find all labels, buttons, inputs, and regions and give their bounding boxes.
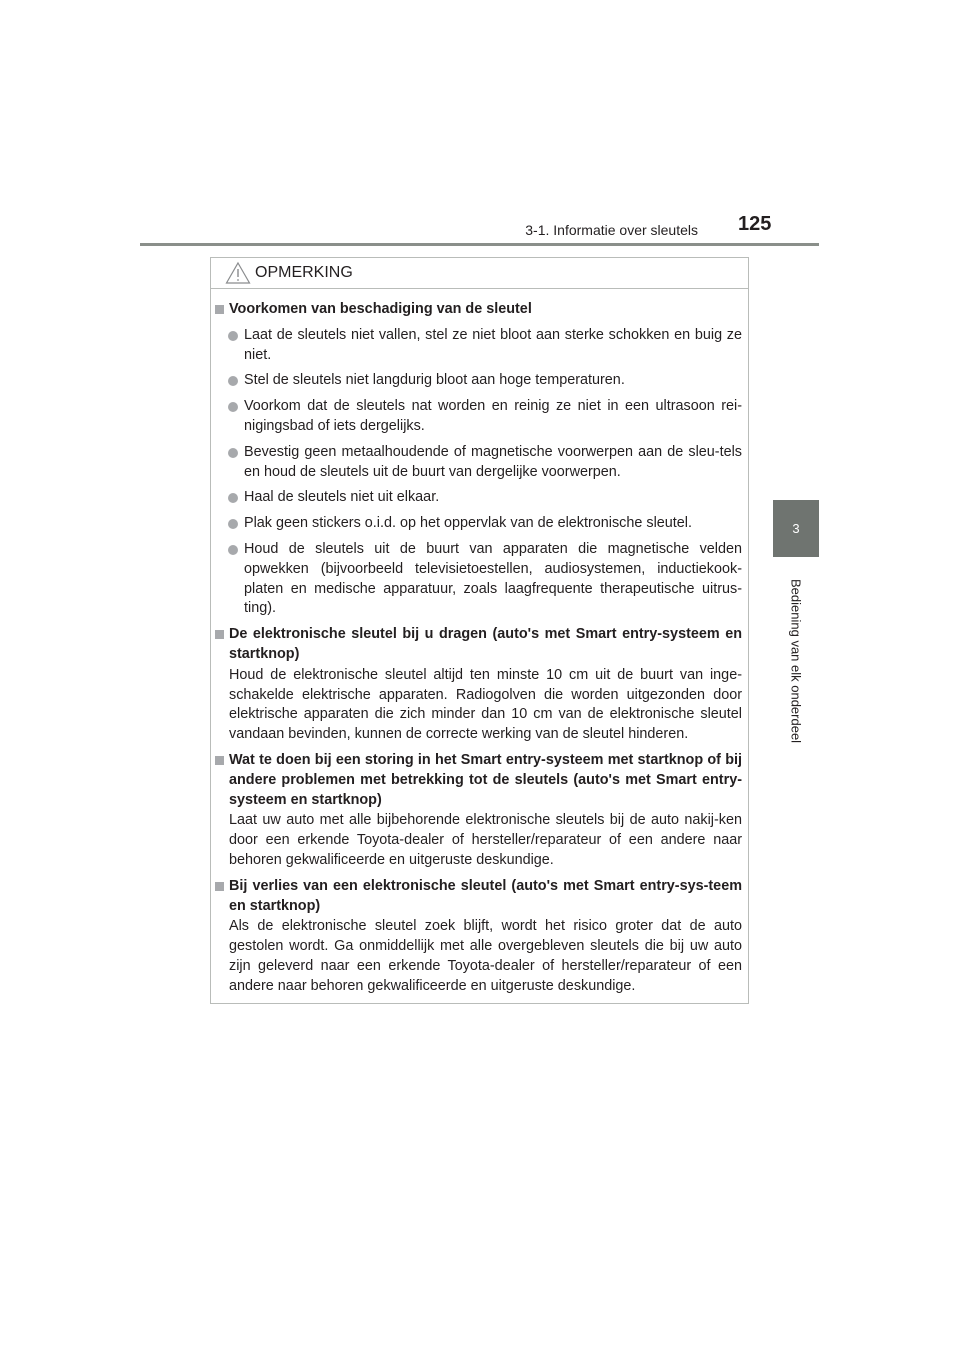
list-item <box>215 443 742 483</box>
list-item-text: Bevestig geen metaalhoudende of magnetische voorwerpen aan de sleu-tels en houd de sleutels uit de buurt van dergelijke voorwerpen. <box>244 443 742 480</box>
circle-bullet-icon <box>228 376 238 386</box>
chapter-title-text: Bediening van elk onderdeel <box>788 578 804 744</box>
chapter-number-tab: 3 <box>773 500 819 557</box>
section-heading-text: Voorkomen van beschadiging van de sleutel <box>229 301 532 317</box>
section-paragraph: Houd de elektronische sleutel altijd ten minste 10 cm uit de buurt van inge-schakelde elektrische apparaten. Radiogolven die worden uitgezonden door elektrische apparaten die zich minder dan 10 cm van de elektronische sleutel vandaan bevinden, kunnen de correcte werking van de sleutel hinderen. <box>229 666 742 743</box>
square-bullet-icon <box>215 630 224 639</box>
list-item <box>215 371 742 391</box>
section-heading-text: Bij verlies van een elektronische sleutel (auto's met Smart entry-sys-teem en startknop) <box>229 877 742 914</box>
list-item-text: Haal de sleutels niet uit elkaar. <box>244 489 440 506</box>
list-item-text: Stel de sleutels niet langdurig bloot aan hoge temperaturen. <box>244 372 625 389</box>
header-divider <box>140 243 819 246</box>
page-number: 125 <box>738 213 772 235</box>
section-heading-text: Wat te doen bij een storing in het Smart entry-systeem met startknop of bij andere problemen met betrekking tot de sleutels (auto's met Smart entry-systeem en startknop) <box>229 751 742 808</box>
circle-bullet-icon <box>228 493 238 503</box>
notice-box <box>210 257 749 1004</box>
square-bullet-icon <box>215 305 224 314</box>
notice-header <box>211 258 748 289</box>
section-heading <box>215 751 742 810</box>
list-item <box>215 514 742 534</box>
list-item-text: Voorkom dat de sleutels nat worden en reinig ze niet in een ultrasoon rei-nigingsbad of iets dergelijks. <box>244 398 742 434</box>
list-item-text: Plak geen stickers o.i.d. op het oppervlak van de elektronische sleutel. <box>244 515 692 532</box>
list-item <box>215 540 742 619</box>
circle-bullet-icon <box>228 448 238 458</box>
circle-bullet-icon <box>228 402 238 412</box>
section-paragraph: Als de elektronische sleutel zoek blijft, wordt het risico groter dat de auto gestolen wordt. Ga onmiddellijk met alle overgebleven sleutels die bij uw auto zijn geleverd naar een erkende Toyota-dealer of hersteller/reparateur of een andere naar behoren gekwalificeerde en uitgeruste deskundige. <box>229 918 742 994</box>
section-paragraph: Laat uw auto met alle bijbehorende elektronische sleutels bij de auto nakij-ken door een erkende Toyota-dealer of hersteller/reparateur of een andere naar behoren gekwalificeerde en uitgeruste deskundige. <box>229 812 742 868</box>
list-item-text: Houd de sleutels uit de buurt van apparaten die magnetische velden opwekken (bijvoorbeeld televisietoestellen, audiosystemen, inductiekook-platen en medische apparatuur, zoals laagfrequente therapeutische uitrus-ting). <box>244 540 742 617</box>
square-bullet-icon <box>215 756 224 765</box>
list-item-text: Laat de sleutels niet vallen, stel ze niet bloot aan sterke schokken en buig ze niet. <box>244 326 742 363</box>
list-item <box>215 397 742 437</box>
list-item <box>215 488 742 508</box>
warning-triangle-icon <box>225 261 251 285</box>
notice-body <box>211 289 748 997</box>
circle-bullet-icon <box>228 331 238 341</box>
section-heading-text: De elektronische sleutel bij u dragen (auto's met Smart entry-systeem en startknop) <box>229 626 742 662</box>
circle-bullet-icon <box>228 545 238 555</box>
list-item <box>215 326 742 366</box>
chapter-title-label <box>773 566 819 756</box>
section-heading <box>215 877 742 917</box>
circle-bullet-icon <box>228 519 238 529</box>
square-bullet-icon <box>215 882 224 891</box>
section-heading <box>215 300 742 320</box>
section-title: 3-1. Informatie over sleutels <box>525 222 698 238</box>
section-heading <box>215 625 742 665</box>
notice-title: OPMERKING <box>255 264 353 281</box>
